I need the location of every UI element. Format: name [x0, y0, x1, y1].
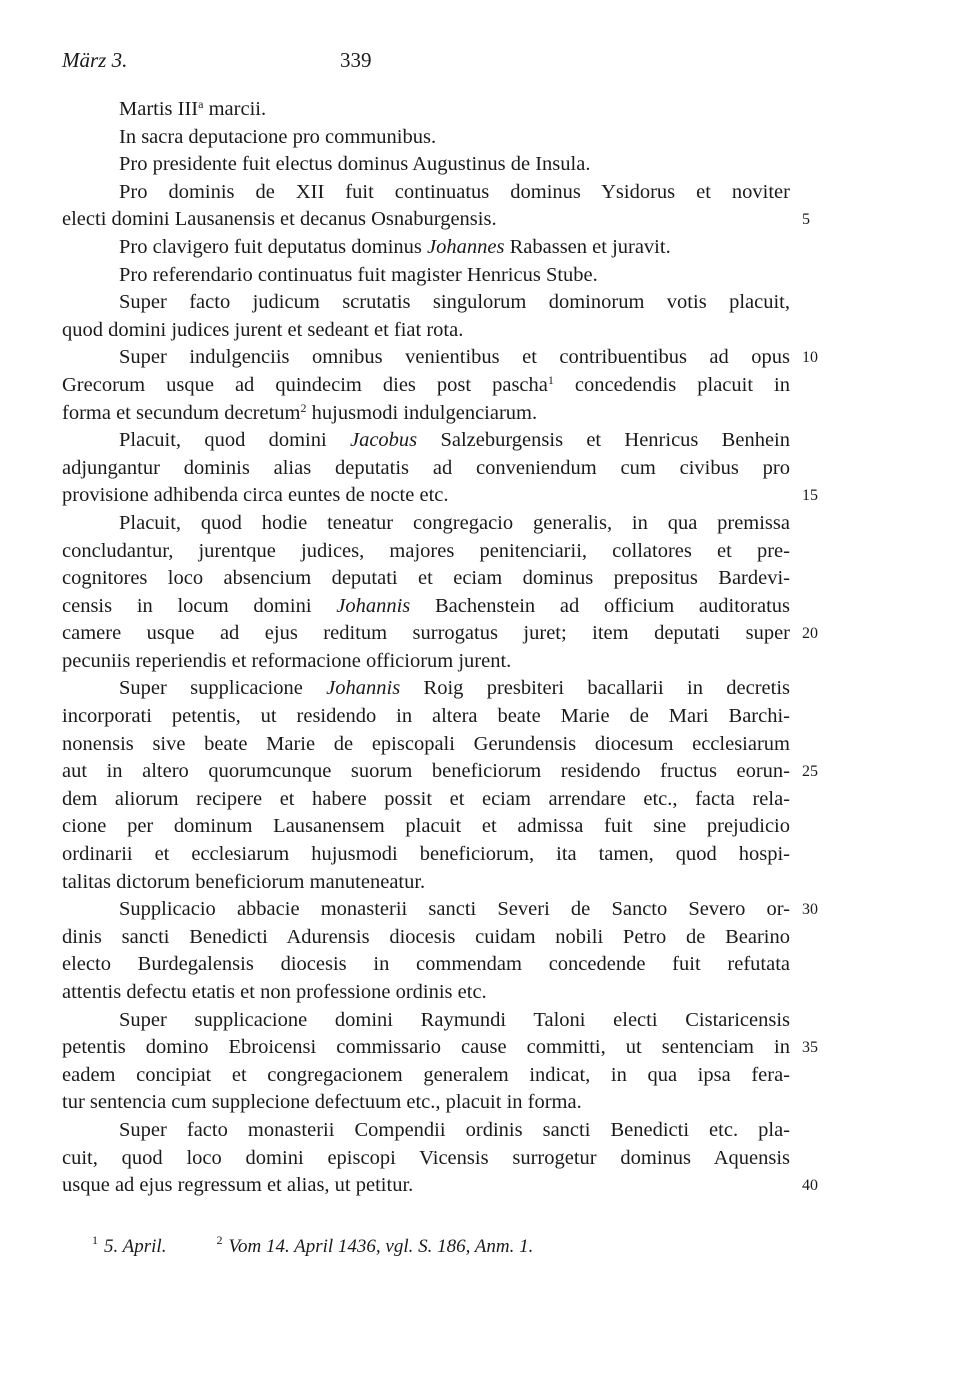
text-run: pecuniis reperiendis et reformacione officiorum jurent.: [62, 649, 512, 672]
text-run: talitas dictorum beneficiorum manuteneatur.: [62, 870, 426, 893]
text-run: Supplicacio abbacie monasterii sancti Severi de Sancto Severo or-: [119, 898, 790, 921]
text-line: [62, 455, 790, 483]
text-run: Placuit, quod domini: [119, 429, 350, 452]
text-line: [62, 400, 790, 428]
text-run: Roig presbiteri bacallarii in decretis: [400, 677, 790, 700]
text-run: Pro dominis de XII fuit continuatus dominus Ysidorus et noviter: [119, 180, 790, 203]
footnote-mark: 2: [216, 1233, 223, 1247]
text-run: usque ad ejus regressum et alias, ut petitur.: [62, 1174, 414, 1197]
footnote-reference: a: [198, 97, 204, 111]
text-run: Bachenstein ad officium auditoratus: [410, 594, 790, 617]
text-run: cognitores loco absencium deputati et eciam dominus prepositus Bardevi-: [62, 567, 790, 590]
text-run: Super supplicacione: [119, 677, 327, 700]
text-run: Super facto monasterii Compendii ordinis sancti Benedicti etc. pla-: [119, 1118, 790, 1141]
text-line: [62, 1145, 790, 1173]
text-run: electi domini Lausanensis et decanus Osnaburgensis.: [62, 208, 497, 231]
text-run: Salzeburgensis et Henricus Benhein: [417, 429, 790, 452]
text-line: [62, 234, 790, 262]
line-number: 10: [802, 349, 818, 367]
text-line: [62, 1172, 818, 1200]
text-line: [62, 869, 790, 897]
footnote-text: 5. April.: [104, 1236, 167, 1257]
text-line: [62, 1007, 790, 1035]
text-run: incorporati petentis, ut residendo in altera beate Marie de Mari Barchi-: [62, 705, 790, 728]
text-run: eadem concipiat et congregacionem generalem indicat, in qua ipsa fera-: [62, 1063, 790, 1086]
italic-name: Johannis: [336, 594, 411, 617]
text-line: [62, 703, 790, 731]
text-run: quod domini judices jurent et sedeant et fiat rota.: [62, 318, 464, 341]
text-run: adjungantur dominis alias deputatis ad conveniendum cum civibus pro: [62, 456, 790, 479]
footnote: [92, 1232, 166, 1262]
text-line: [62, 262, 790, 290]
text-run: Super indulgenciis omnibus venientibus et contribuentibus ad opus: [119, 346, 790, 369]
text-line: [62, 179, 790, 207]
text-run: petentis domino Ebroicensi commissario cause committi, ut sentenciam in: [62, 1036, 790, 1059]
text-run: concedendis placuit in: [553, 373, 790, 396]
text-line: [62, 896, 818, 924]
text-line: [62, 786, 790, 814]
text-line: [62, 1062, 790, 1090]
text-run: Martis III: [119, 98, 199, 120]
text-run: camere usque ad ejus reditum surrogatus juret; item deputati super: [62, 622, 790, 645]
text-run: Rabassen et juravit.: [504, 235, 671, 258]
text-run: aut in altero quorumcunque suorum beneficiorum residendo fructus eorun-: [62, 760, 790, 783]
footnote: [216, 1232, 533, 1262]
body-text: [62, 96, 818, 1200]
text-run: In sacra deputacione pro communibus.: [119, 125, 437, 148]
line-number: 15: [802, 487, 818, 505]
text-line: [62, 151, 790, 179]
text-run: cuit, quod loco domini episcopi Vicensis surrogetur dominus Aquensis: [62, 1146, 790, 1169]
text-line: [62, 372, 790, 400]
text-run: nonensis sive beate Marie de episcopali Gerundensis diocesum ecclesiarum: [62, 732, 790, 755]
text-line: [62, 731, 790, 759]
line-number: 20: [802, 625, 818, 643]
text-line: [62, 648, 790, 676]
text-run: Pro referendario continuatus fuit magister Henricus Stube.: [119, 263, 598, 286]
text-run: Super supplicacione domini Raymundi Taloni electi Cistaricensis: [119, 1008, 790, 1031]
text-run: Super facto judicum scrutatis singulorum dominorum votis placuit,: [119, 291, 790, 314]
italic-name: Jacobus: [349, 429, 418, 452]
text-line: [62, 96, 790, 124]
text-line: [62, 538, 790, 566]
text-line: [62, 924, 790, 952]
text-run: dem aliorum recipere et habere possit et eciam arrendare etc., facta rela-: [62, 787, 790, 810]
text-run: tur sentencia cum supplecione defectuum etc., placuit in forma.: [62, 1091, 582, 1114]
line-number: 35: [802, 1039, 818, 1057]
page-header: [62, 48, 790, 78]
text-line: [62, 124, 790, 152]
italic-name: Johannes: [427, 235, 505, 258]
text-line: [62, 620, 818, 648]
text-run: hujusmodi indulgenciarum.: [306, 401, 538, 424]
text-line: [62, 317, 790, 345]
line-number: 25: [802, 763, 818, 781]
line-number: 5: [802, 211, 810, 229]
text-run: dinis sancti Benedicti Adurensis diocesis cuidam nobili Petro de Bearino: [62, 925, 790, 948]
text-line: [62, 289, 790, 317]
text-run: electo Burdegalensis diocesis in commendam concedende fuit refutata: [62, 953, 790, 976]
text-line: [62, 1117, 790, 1145]
text-line: [62, 593, 790, 621]
text-run: marcii.: [203, 98, 267, 120]
text-run: Grecorum usque ad quindecim dies post pascha: [62, 373, 548, 396]
line-number: 30: [802, 901, 818, 919]
text-line: [62, 813, 790, 841]
text-line: [62, 758, 818, 786]
text-line: [62, 510, 790, 538]
text-line: [62, 841, 790, 869]
text-run: concludantur, jurentque judices, majores penitenciarii, collatores et pre-: [62, 539, 790, 562]
line-number: 40: [802, 1177, 818, 1195]
text-run: Pro clavigero fuit deputatus dominus: [119, 235, 428, 258]
footnote-text: Vom 14. April 1436, vgl. S. 186, Anm. 1.: [228, 1236, 534, 1257]
page-number: 339: [340, 48, 372, 72]
footnote-reference: 1: [547, 372, 554, 387]
text-line: [62, 1034, 818, 1062]
footnote-mark: 1: [92, 1233, 98, 1247]
text-run: ordinarii et ecclesiarum hujusmodi beneficiorum, ita tamen, quod hospi-: [62, 843, 790, 866]
text-run: provisione adhibenda circa euntes de nocte etc.: [62, 484, 449, 507]
text-line: [62, 951, 790, 979]
text-line: [62, 1089, 790, 1117]
text-line: [62, 482, 818, 510]
text-run: forma et secundum decretum: [62, 401, 301, 424]
text-run: censis in locum domini: [62, 594, 337, 617]
footnotes: [92, 1232, 732, 1262]
italic-name: Johannis: [326, 677, 401, 700]
footnote-reference: 2: [300, 400, 307, 415]
text-run: attentis defectu etatis et non professione ordinis etc.: [62, 981, 487, 1003]
running-head: März 3.: [62, 48, 128, 72]
text-line: [62, 344, 818, 372]
text-line: [62, 427, 790, 455]
text-run: Pro presidente fuit electus dominus Augustinus de Insula.: [119, 153, 591, 176]
text-line: [62, 565, 790, 593]
text-line: [62, 979, 790, 1007]
text-line: [62, 206, 810, 234]
text-line: [62, 675, 790, 703]
text-run: cione per dominum Lausanensem placuit et admissa fuit sine prejudicio: [62, 815, 790, 838]
text-run: Placuit, quod hodie teneatur congregacio generalis, in qua premissa: [119, 511, 790, 534]
